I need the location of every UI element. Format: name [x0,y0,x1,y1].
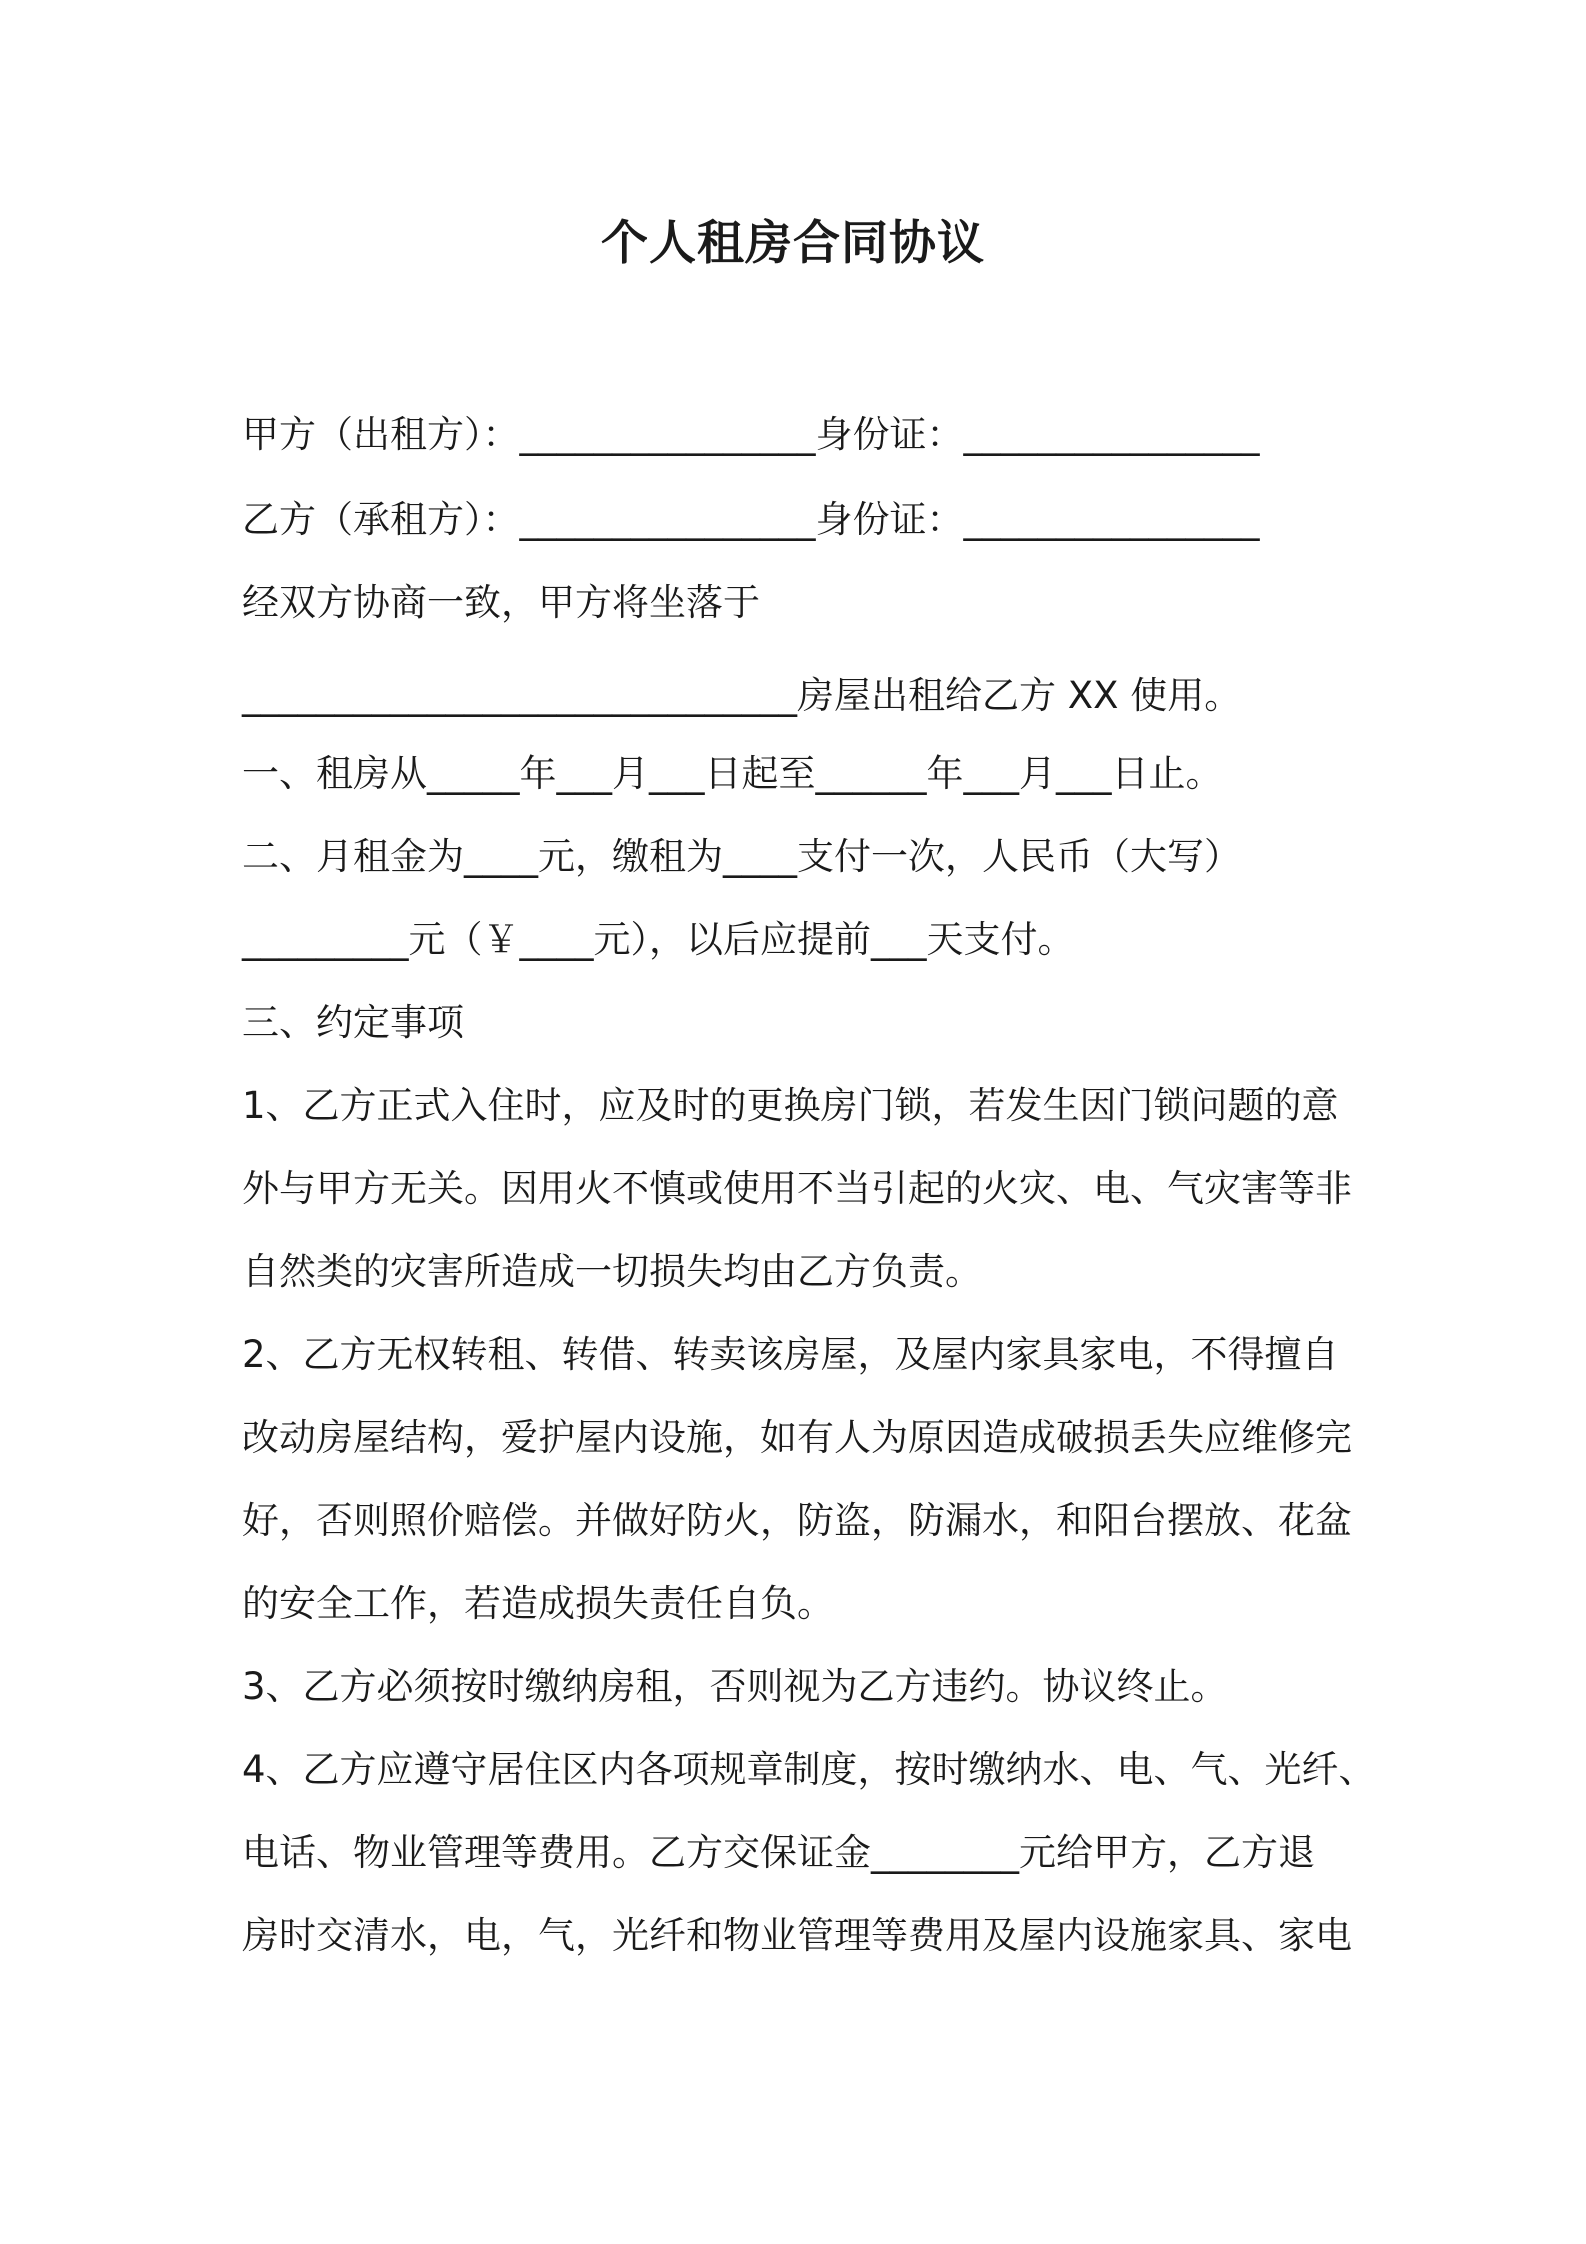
clause-3-heading: 三、约定事项 [242,1001,464,1044]
term-4-line-2: 电话、物业管理等费用。乙方交保证金________元给甲方，乙方退 [242,1831,1315,1874]
term-3-line-1: 3、乙方必须按时缴纳房租，否则视为乙方违约。协议终止。 [242,1665,1228,1708]
property-location-line: ______________________________房屋出租给乙方 XX 使用。 [242,674,1242,717]
term-4-line-1: 4、乙方应遵守居住区内各项规章制度，按时缴纳水、电、气、光纤、 [242,1748,1376,1791]
clause-1-rental-period: 一、租房从_____年___月___日起至______年___月___日止。 [242,752,1223,795]
party-b-line: 乙方（承租方）：________________身份证：________________ [242,498,1260,541]
term-2-line-2: 改动房屋结构，爱护屋内设施，如有人为原因造成破损丢失应维修完 [242,1416,1352,1459]
clause-2-rent-line-2: _________元（￥____元），以后应提前___天支付。 [242,918,1075,961]
term-1-line-1: 1、乙方正式入住时，应及时的更换房门锁，若发生因门锁问题的意 [242,1084,1339,1127]
term-2-line-1: 2、乙方无权转租、转借、转卖该房屋，及屋内家具家电，不得擅自 [242,1333,1339,1376]
term-2-line-3: 好，否则照价赔偿。并做好防火，防盗，防漏水，和阳台摆放、花盆 [242,1499,1352,1542]
term-4-line-3: 房时交清水，电，气，光纤和物业管理等费用及屋内设施家具、家电 [242,1914,1352,1957]
term-1-line-3: 自然类的灾害所造成一切损失均由乙方负责。 [242,1250,982,1293]
party-a-line: 甲方（出租方）：________________身份证：________________ [242,413,1260,456]
agreement-intro-line: 经双方协商一致，甲方将坐落于 [242,581,760,624]
term-2-line-4: 的安全工作，若造成损失责任自负。 [242,1582,834,1625]
term-1-line-2: 外与甲方无关。因用火不慎或使用不当引起的火灾、电、气灾害等非 [242,1167,1352,1210]
document-title: 个人租房合同协议 [601,216,985,271]
clause-2-rent-line-1: 二、月租金为____元，缴租为____支付一次，人民币（大写） [242,835,1241,878]
